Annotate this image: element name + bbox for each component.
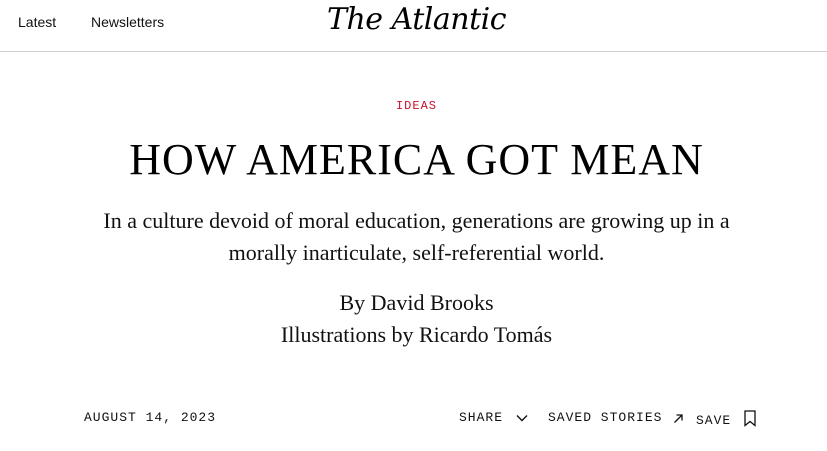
byline-illustrator: Illustrations by Ricardo Tomás (280, 322, 553, 347)
arrow-up-right-icon (673, 413, 684, 424)
saved-stories-label: SAVED STORIES (548, 410, 663, 425)
byline-author: By David Brooks (339, 290, 494, 315)
top-navigation-bar (0, 0, 827, 52)
bookmark-icon (744, 410, 756, 427)
share-button[interactable] (459, 410, 528, 425)
article-headline: HOW AMERICA GOT MEAN (129, 135, 704, 184)
saved-stories-link[interactable] (548, 410, 684, 425)
section-label[interactable]: IDEAS (395, 99, 437, 113)
save-label: SAVE (696, 413, 732, 428)
article-dek: In a culture devoid of moral education, generations are growing up in a morally inarticulate, self-referential world. (103, 208, 730, 265)
site-logo[interactable]: The Atlantic (326, 2, 507, 37)
chevron-down-icon (516, 412, 528, 424)
share-label: SHARE (459, 410, 504, 425)
nav-newsletters-link[interactable]: Newsletters (91, 14, 165, 30)
publish-date: AUGUST 14, 2023 (84, 410, 217, 425)
save-button[interactable] (696, 410, 756, 428)
nav-latest-link[interactable]: Latest (18, 14, 57, 30)
